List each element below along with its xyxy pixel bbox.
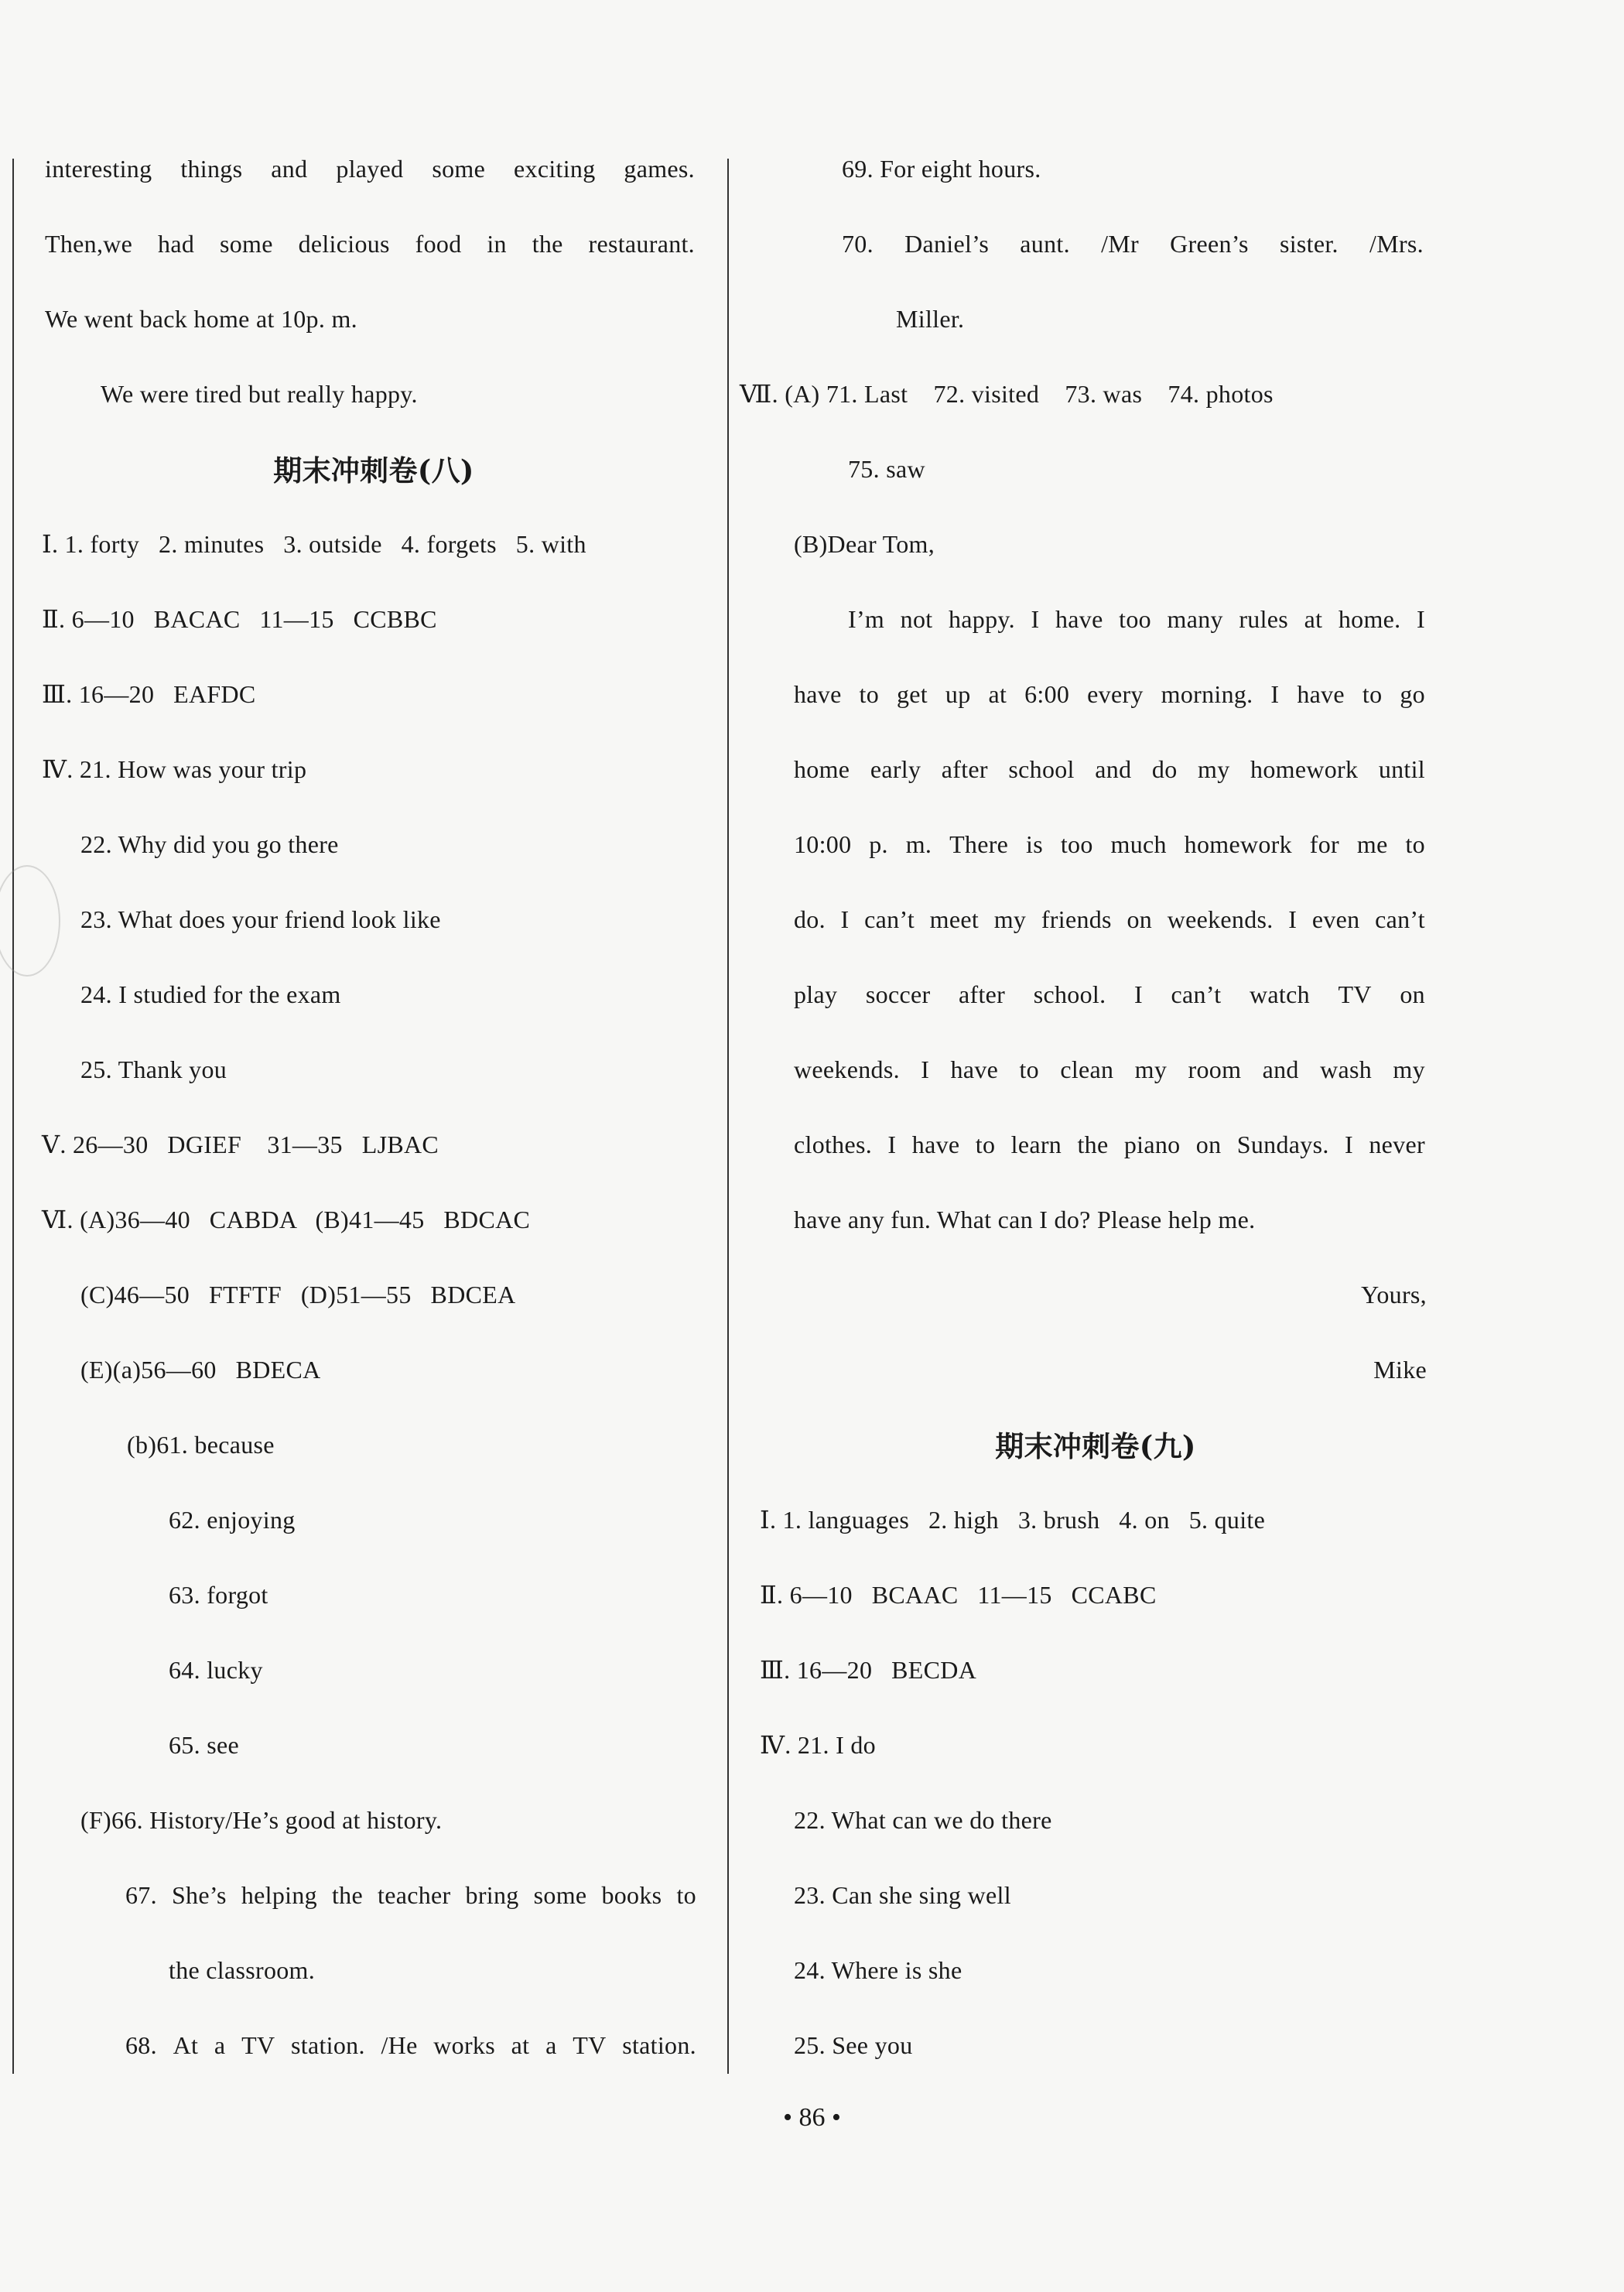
- word: the: [331, 1881, 363, 1909]
- letter-signature: Mike: [1373, 1356, 1427, 1384]
- word: even: [1311, 905, 1360, 933]
- word: /Mrs.: [1369, 230, 1424, 258]
- word: 6:00: [1024, 680, 1070, 708]
- word: homework: [1184, 830, 1292, 858]
- letter-greeting: (B)Dear Tom,: [794, 530, 935, 558]
- word: to: [975, 1131, 996, 1158]
- word: TV: [573, 2031, 607, 2059]
- letter-line: [794, 754, 1425, 785]
- answer-line: 65. see: [169, 1731, 239, 1759]
- word: morning.: [1161, 680, 1253, 708]
- word: I: [1416, 605, 1425, 633]
- word: a: [545, 2031, 557, 2059]
- word: in: [487, 230, 507, 258]
- word: to: [676, 1881, 696, 1909]
- word: weekends.: [794, 1055, 900, 1083]
- answer-line: (C)46—50 FTFTF (D)51—55 BDCEA: [80, 1281, 516, 1308]
- answer-line: 75. saw: [848, 455, 925, 483]
- answer-line: (F)66. History/He’s good at history.: [80, 1806, 443, 1834]
- word: have: [1297, 680, 1345, 708]
- text-line: [45, 153, 695, 184]
- word: p.: [869, 830, 888, 858]
- word: I: [1133, 980, 1143, 1008]
- word: She’s: [171, 1881, 227, 1909]
- answer-line: 22. What can we do there: [794, 1806, 1052, 1834]
- word: aunt.: [1020, 230, 1070, 258]
- word: There: [949, 830, 1009, 858]
- answer-line: Ⅱ. 6—10 BCAAC 11—15 CCABC: [760, 1581, 1157, 1609]
- word: weekends.: [1167, 905, 1274, 933]
- word: learn: [1010, 1131, 1062, 1158]
- word: for: [1309, 830, 1340, 858]
- word: TV: [241, 2031, 275, 2059]
- word: have: [911, 1131, 960, 1158]
- word: sister.: [1279, 230, 1339, 258]
- answer-line: 23. Can she sing well: [794, 1881, 1011, 1909]
- word: to: [1362, 680, 1383, 708]
- answer-line: 64. lucky: [169, 1656, 263, 1684]
- word: restaurant.: [588, 230, 695, 258]
- answer-line: Ⅶ. (A) 71. Last 72. visited 73. was 74. photos: [740, 380, 1274, 408]
- word: happy.: [949, 605, 1015, 633]
- word: to: [1019, 1055, 1039, 1083]
- word: some: [219, 230, 273, 258]
- word: some: [533, 1881, 587, 1909]
- word: much: [1110, 830, 1167, 858]
- word: I: [1031, 605, 1040, 633]
- word: works: [433, 2031, 495, 2059]
- word: is: [1026, 830, 1043, 858]
- answer-line: [125, 1880, 696, 1911]
- word: not: [900, 605, 933, 633]
- word: can’t: [1375, 905, 1425, 933]
- answer-line: 25. See you: [794, 2031, 913, 2059]
- answer-line: 24. Where is she: [794, 1956, 962, 1984]
- word: until: [1378, 755, 1425, 783]
- letter-line: [794, 904, 1425, 935]
- word: have: [1055, 605, 1103, 633]
- word: my: [1393, 1055, 1425, 1083]
- word: had: [158, 230, 195, 258]
- word: clean: [1060, 1055, 1114, 1083]
- word: do.: [794, 905, 826, 933]
- word: to: [1405, 830, 1425, 858]
- word: soccer: [865, 980, 931, 1008]
- answer-line: 22. Why did you go there: [80, 830, 339, 858]
- word: me: [1356, 830, 1388, 858]
- word: I’m: [848, 605, 885, 633]
- word: 68.: [125, 2031, 157, 2059]
- letter-line: [794, 1054, 1425, 1085]
- word: play: [794, 980, 838, 1008]
- word: do: [1151, 755, 1178, 783]
- answer-line: 62. enjoying: [169, 1506, 296, 1534]
- word: my: [1134, 1055, 1168, 1083]
- answer-line: the classroom.: [169, 1956, 316, 1984]
- word: at: [511, 2031, 530, 2059]
- word: played: [336, 155, 404, 183]
- word: I: [840, 905, 850, 933]
- word: bring: [465, 1881, 519, 1909]
- word: homework: [1250, 755, 1359, 783]
- text-line: [45, 228, 695, 259]
- section-title: 期末冲刺卷(八): [273, 453, 474, 487]
- word: piano: [1123, 1131, 1181, 1158]
- word: TV: [1338, 980, 1372, 1008]
- word: school.: [1033, 980, 1106, 1008]
- word: after: [959, 980, 1006, 1008]
- word: my: [993, 905, 1027, 933]
- word: m.: [905, 830, 932, 858]
- answer-line: 69. For eight hours.: [842, 155, 1041, 183]
- word: Then,we: [45, 230, 133, 258]
- word: too: [1060, 830, 1093, 858]
- answer-line: 25. Thank you: [80, 1055, 227, 1083]
- letter-line: [794, 829, 1425, 860]
- word: At: [173, 2031, 199, 2059]
- word: never: [1369, 1131, 1425, 1158]
- word: Sundays.: [1236, 1131, 1329, 1158]
- word: clothes.: [794, 1131, 873, 1158]
- word: 10:00: [794, 830, 852, 858]
- word: my: [1198, 755, 1230, 783]
- answer-line: 63. forgot: [169, 1581, 268, 1609]
- answer-line: Ⅴ. 26—30 DGIEF 31—35 LJBAC: [42, 1131, 439, 1158]
- answer-line: Miller.: [896, 305, 965, 333]
- text-line: We went back home at 10p. m.: [45, 305, 357, 333]
- letter-line: [794, 679, 1425, 710]
- word: meet: [929, 905, 980, 933]
- answer-line: (E)(a)56—60 BDECA: [80, 1356, 321, 1384]
- word: interesting: [45, 155, 152, 183]
- word: games.: [624, 155, 695, 183]
- word: go: [1400, 680, 1425, 708]
- word: 67.: [125, 1881, 157, 1909]
- word: I: [1288, 905, 1297, 933]
- word: friends: [1041, 905, 1112, 933]
- word: every: [1087, 680, 1144, 708]
- answer-line: Ⅲ. 16—20 EAFDC: [42, 680, 256, 708]
- word: have: [950, 1055, 999, 1083]
- answer-line: Ⅳ. 21. How was your trip: [42, 755, 307, 783]
- text-line: We were tired but really happy.: [101, 380, 418, 408]
- word: the: [1077, 1131, 1109, 1158]
- word: station.: [291, 2031, 365, 2059]
- word: I: [921, 1055, 930, 1083]
- word: school: [1008, 755, 1075, 783]
- letter-line: have any fun. What can I do? Please help me.: [794, 1206, 1256, 1233]
- word: and: [1262, 1055, 1299, 1083]
- word: things: [180, 155, 243, 183]
- word: and: [271, 155, 308, 183]
- word: up: [945, 680, 971, 708]
- answer-line: Ⅲ. 16—20 BECDA: [760, 1656, 977, 1684]
- word: at: [988, 680, 1007, 708]
- word: on: [1400, 980, 1425, 1008]
- answer-line: Ⅳ. 21. I do: [760, 1731, 876, 1759]
- word: I: [1270, 680, 1280, 708]
- answer-line: [125, 2030, 696, 2061]
- word: home.: [1338, 605, 1401, 633]
- answer-line: Ⅰ. 1. languages 2. high 3. brush 4. on 5. quite: [760, 1506, 1266, 1534]
- answer-line: [842, 228, 1424, 259]
- word: rules: [1239, 605, 1289, 633]
- word: and: [1095, 755, 1132, 783]
- faded-stamp: [0, 865, 60, 977]
- word: on: [1195, 1131, 1222, 1158]
- word: I: [1345, 1131, 1353, 1158]
- word: can’t: [864, 905, 915, 933]
- answer-line: Ⅱ. 6—10 BACAC 11—15 CCBBC: [42, 605, 437, 633]
- page-number: • 86 •: [783, 2103, 841, 2132]
- word: the: [532, 230, 563, 258]
- answer-line: 23. What does your friend look like: [80, 905, 441, 933]
- word: too: [1119, 605, 1151, 633]
- word: /Mr: [1101, 230, 1139, 258]
- word: food: [415, 230, 462, 258]
- word: on: [1127, 905, 1153, 933]
- word: station.: [622, 2031, 696, 2059]
- section-title: 期末冲刺卷(九): [995, 1429, 1196, 1463]
- word: 70.: [842, 230, 874, 258]
- column-divider: [727, 159, 729, 2074]
- left-margin-rule: [12, 159, 14, 2074]
- word: books: [601, 1881, 662, 1909]
- word: get: [896, 680, 928, 708]
- word: many: [1167, 605, 1223, 633]
- word: Green’s: [1170, 230, 1249, 258]
- word: watch: [1250, 980, 1310, 1008]
- word: at: [1304, 605, 1323, 633]
- word: teacher: [378, 1881, 451, 1909]
- answer-line: Ⅰ. 1. forty 2. minutes 3. outside 4. forgets 5. with: [42, 530, 586, 558]
- answer-line: Ⅵ. (A)36—40 CABDA (B)41—45 BDCAC: [42, 1206, 531, 1233]
- word: /He: [381, 2031, 418, 2059]
- answer-line: 24. I studied for the exam: [80, 980, 341, 1008]
- word: to: [859, 680, 880, 708]
- letter-line: [794, 1129, 1425, 1160]
- word: Daniel’s: [904, 230, 990, 258]
- word: room: [1188, 1055, 1242, 1083]
- word: some: [432, 155, 486, 183]
- word: have: [794, 680, 842, 708]
- word: after: [941, 755, 988, 783]
- word: exciting: [514, 155, 596, 183]
- answer-line: (b)61. because: [127, 1431, 275, 1459]
- letter-line: [848, 604, 1425, 635]
- letter-line: [794, 979, 1425, 1010]
- word: can’t: [1171, 980, 1222, 1008]
- word: early: [870, 755, 921, 783]
- word: delicious: [298, 230, 390, 258]
- word: a: [214, 2031, 226, 2059]
- word: helping: [241, 1881, 317, 1909]
- word: home: [794, 755, 850, 783]
- letter-closing: Yours,: [1361, 1281, 1427, 1308]
- word: I: [887, 1131, 897, 1158]
- word: wash: [1320, 1055, 1373, 1083]
